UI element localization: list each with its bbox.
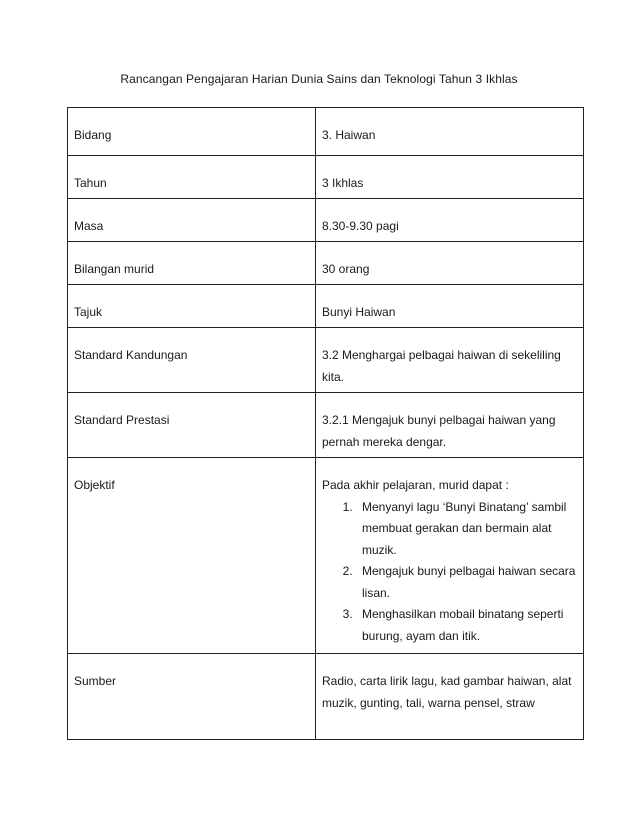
table-row xyxy=(68,285,584,328)
row-label: Bidang xyxy=(68,108,316,156)
objective-intro: Pada akhir pelajaran, murid dapat : xyxy=(322,478,509,492)
table-row xyxy=(68,654,584,740)
row-label: Standard Prestasi xyxy=(68,393,316,458)
table-row xyxy=(68,242,584,285)
row-label: Bilangan murid xyxy=(68,242,316,285)
row-label: Standard Kandungan xyxy=(68,328,316,393)
row-value: 3.2.1 Mengajuk bunyi pelbagai haiwan yang pernah mereka dengar. xyxy=(316,393,584,458)
row-label: Masa xyxy=(68,199,316,242)
row-value: Bunyi Haiwan xyxy=(316,285,584,328)
table-row xyxy=(68,458,584,654)
row-label: Tajuk xyxy=(68,285,316,328)
table-row xyxy=(68,108,584,156)
row-label: Tahun xyxy=(68,156,316,199)
objective-item: 1. Menyanyi lagu ‘Bunyi Binatang’ sambil membuat gerakan dan bermain alat muzik. xyxy=(356,497,577,562)
table-row xyxy=(68,393,584,458)
row-label: Sumber xyxy=(68,654,316,740)
objective-list xyxy=(322,497,577,648)
row-value: 8.30-9.30 pagi xyxy=(316,199,584,242)
row-value: 3. Haiwan xyxy=(316,108,584,156)
row-value: 30 orang xyxy=(316,242,584,285)
row-value xyxy=(316,458,584,654)
lesson-plan-table xyxy=(67,107,584,740)
objective-item: 2. Mengajuk bunyi pelbagai haiwan secara lisan. xyxy=(356,561,577,604)
row-value: 3.2 Menghargai pelbagai haiwan di sekeliling kita. xyxy=(316,328,584,393)
row-label: Objektif xyxy=(68,458,316,654)
document-title: Rancangan Pengajaran Harian Dunia Sains dan Teknologi Tahun 3 Ikhlas xyxy=(120,72,518,86)
table-row xyxy=(68,328,584,393)
row-value: 3 Ikhlas xyxy=(316,156,584,199)
row-value: Radio, carta lirik lagu, kad gambar haiwan, alat muzik, gunting, tali, warna pensel, straw xyxy=(316,654,584,740)
objective-item: 3. Menghasilkan mobail binatang seperti burung, ayam dan itik. xyxy=(356,604,577,647)
table-row xyxy=(68,156,584,199)
table-row xyxy=(68,199,584,242)
